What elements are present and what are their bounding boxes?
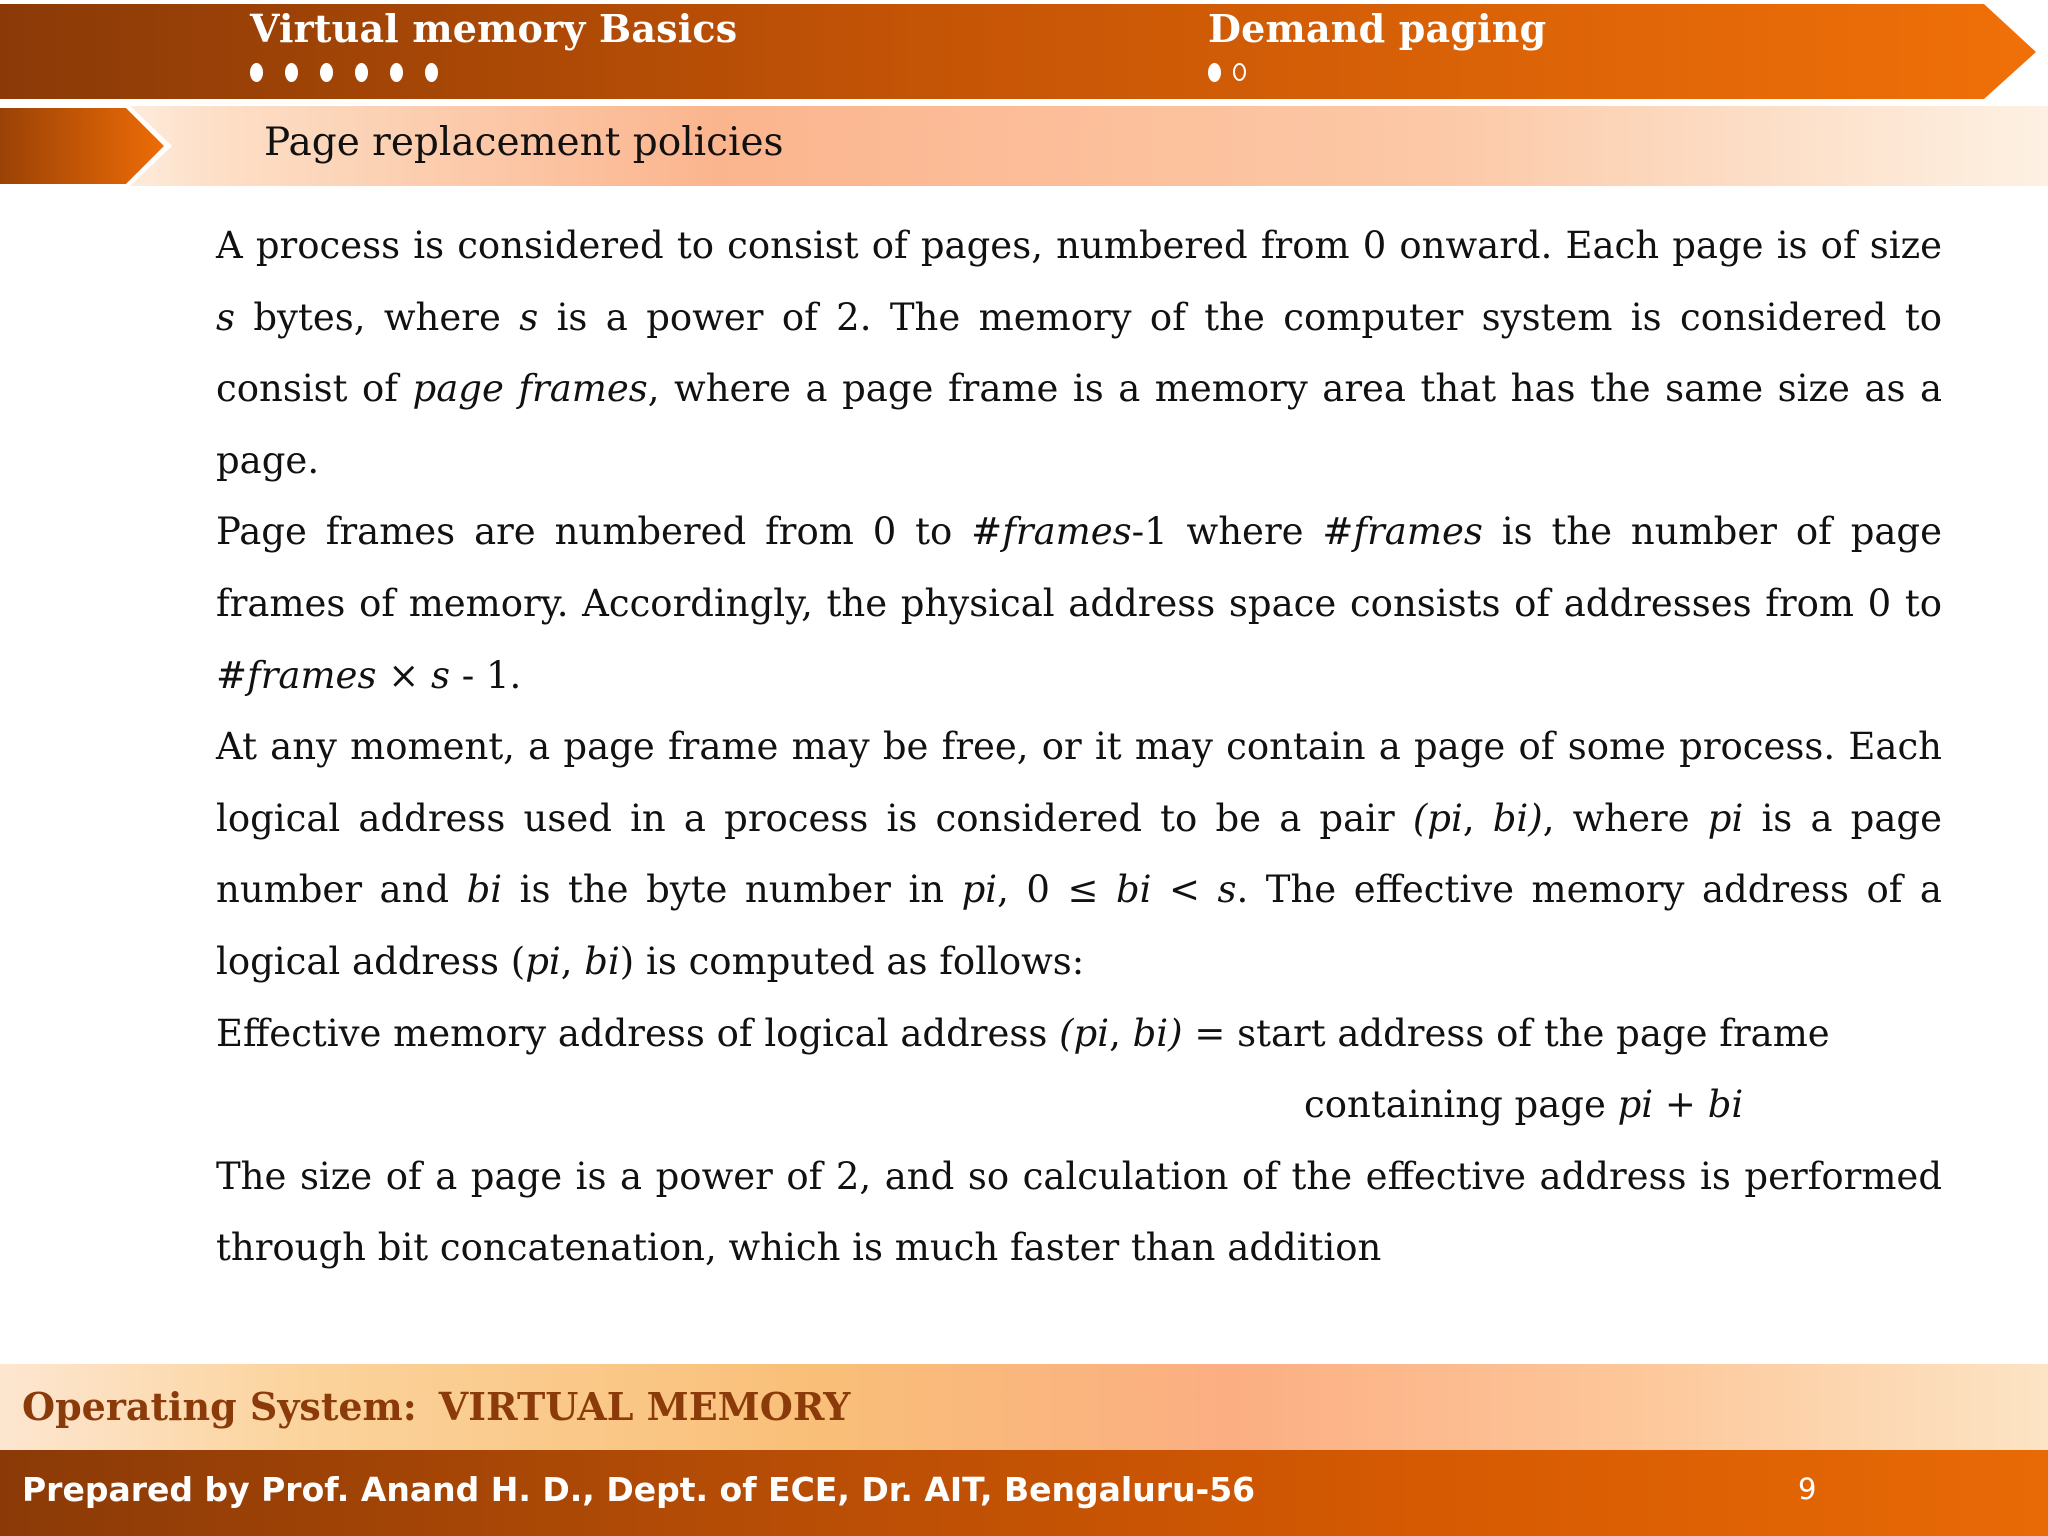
paragraph-logical-address <box>216 711 1942 997</box>
nav-dot-filled[interactable] <box>285 63 298 82</box>
variable-pi: (pi <box>1412 796 1463 840</box>
text-run: × <box>376 653 431 697</box>
term-page-frames: page frames <box>412 367 648 411</box>
variable-bi: bi <box>1115 868 1152 912</box>
text-run: ) is computed as follows: <box>619 939 1085 983</box>
course-title: VIRTUAL MEMORY <box>438 1384 851 1429</box>
equation-continuation <box>216 1069 1942 1141</box>
text-run: , where <box>1542 796 1708 840</box>
text-run: is the number of page frames of memory. Accordingly, the physical address space consists of addresses from 0 to # <box>216 510 1943 697</box>
text-run: , 0 ≤ <box>997 868 1116 912</box>
nav-progress-dots <box>250 52 737 92</box>
slide-body <box>216 210 1942 1284</box>
text-run: , <box>560 939 585 983</box>
paragraph-pages <box>216 210 1942 496</box>
text-run: bytes, where <box>235 295 520 339</box>
page-number: 9 <box>1798 1472 1817 1506</box>
text-run: is the byte number in <box>502 868 962 912</box>
variable-pi: pi <box>1707 796 1744 840</box>
paragraph-page-frames <box>216 496 1942 711</box>
variable-pi: pi <box>961 868 998 912</box>
text-run: A process is considered to consist of pages, numbered from 0 onward. Each page is of size <box>216 224 1942 267</box>
variable-s: s <box>1217 868 1237 912</box>
footer-credit-bar <box>0 1450 2048 1536</box>
text-run: + <box>1653 1083 1708 1127</box>
text-run: - 1. <box>449 653 522 697</box>
variable-bi: bi <box>466 868 503 912</box>
nav-section-title: Demand paging <box>1208 6 1547 51</box>
text-run: containing page <box>1304 1083 1618 1127</box>
text-run: is a page number and <box>216 796 1942 912</box>
text-run: At any moment, a page frame may be free, or it may contain a page of some process. Each logical address used in a process is considered to be a pair <box>216 725 1942 840</box>
footer-course-bar <box>0 1364 2048 1450</box>
nav-section-demand-paging[interactable] <box>1208 4 1546 92</box>
nav-dot-filled[interactable] <box>425 63 438 82</box>
variable-bi: bi) <box>1492 796 1543 840</box>
course-prefix: Operating System: <box>22 1384 417 1429</box>
text-run: = start address of the page frame <box>1182 1011 1830 1055</box>
text-run: , where a page frame is a memory area that has the same size as a page. <box>216 367 1943 482</box>
variable-frames: frames <box>1353 510 1483 554</box>
equation-effective-address <box>216 998 1942 1070</box>
variable-s: s <box>519 295 539 339</box>
variable-bi: bi <box>584 939 620 983</box>
text-run: is a power of 2. The memory of the computer system is considered to consist of <box>216 295 1942 411</box>
top-navigation-banner <box>0 0 2048 104</box>
text-run: Page frames are numbered from 0 to # <box>216 510 1003 554</box>
nav-dot-filled[interactable] <box>390 63 403 82</box>
text-run: < <box>1151 868 1218 912</box>
variable-s: s <box>216 295 235 339</box>
variable-bi: bi) <box>1132 1011 1183 1055</box>
variable-s: s <box>430 653 450 697</box>
frame-title: Page replacement policies <box>264 120 784 165</box>
text-run: , <box>1109 1011 1133 1055</box>
variable-pi: pi <box>1617 1083 1654 1127</box>
nav-progress-dots <box>1208 52 1546 92</box>
variable-frames: frames <box>1002 510 1132 554</box>
paragraph-bit-concatenation: The size of a page is a power of 2, and so calculation of the effective address is performed through bit concatenation, which is much faster than addition <box>216 1154 1942 1270</box>
author-credit: Prepared by Prof. Anand H. D., Dept. of ECE, Dr. AIT, Bengaluru-56 <box>22 1470 1256 1509</box>
variable-pi: (pi <box>1059 1011 1110 1055</box>
frame-title-ribbon <box>0 106 2048 186</box>
variable-pi: pi <box>525 939 561 983</box>
variable-frames: frames <box>247 653 377 697</box>
ribbon-arrow-shape <box>0 106 180 186</box>
variable-bi: bi <box>1707 1083 1744 1127</box>
text-run: , <box>1462 796 1493 840</box>
nav-dot-filled[interactable] <box>320 63 333 82</box>
course-label <box>22 1384 872 1429</box>
nav-section-virtual-memory-basics[interactable] <box>250 4 737 92</box>
nav-section-title: Virtual memory Basics <box>250 6 738 51</box>
text-run: . The effective memory address of a logical address ( <box>216 868 1942 983</box>
nav-dot-filled[interactable] <box>1208 63 1221 82</box>
text-run: Effective memory address of logical address <box>216 1011 1060 1055</box>
nav-dot-filled[interactable] <box>250 63 263 82</box>
nav-dot-current[interactable] <box>1233 63 1246 81</box>
nav-dot-filled[interactable] <box>355 63 368 82</box>
text-run: -1 where # <box>1131 510 1354 554</box>
